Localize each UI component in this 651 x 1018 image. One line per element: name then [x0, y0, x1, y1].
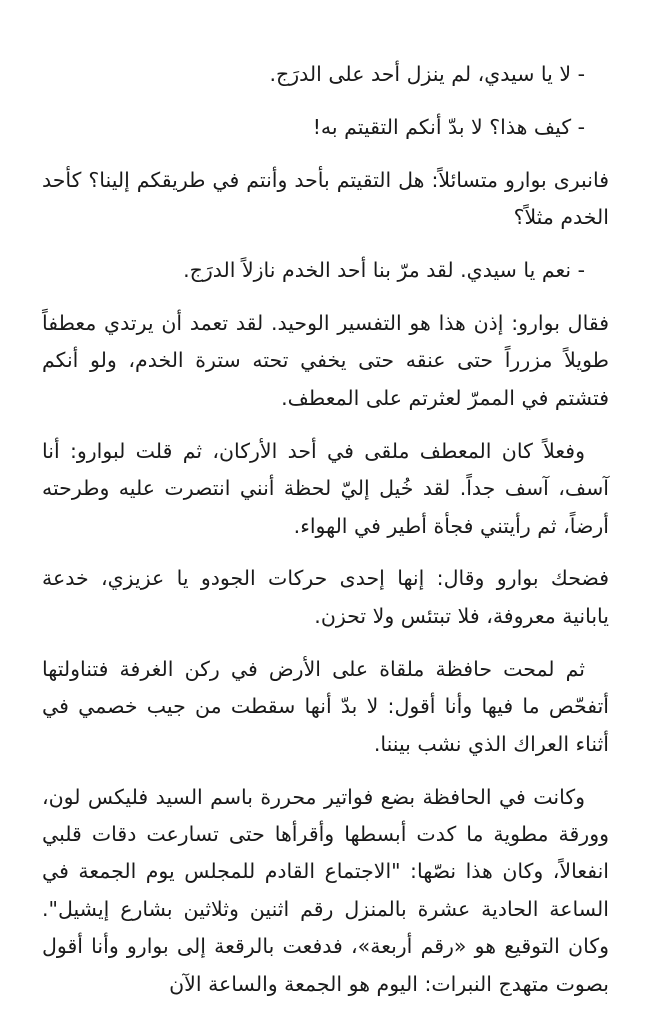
- book-page: [42, 56, 609, 1018]
- paragraph: وكانت في الحافظة بضع فواتير محررة باسم السيد فليكس لون، وورقة مطوية ما كدت أبسطها وأقرأها حتى تسارعت دقات قلبي انفعالاً، وكان هذا نصّها: "الاجتماع القادم للمجلس يوم الجمعة في الساعة الحادية عشرة بالمنزل رقم اثنين وثلاثين بشارع إيشيل". وكان التوقيع هو «رقم أربعة»، فدفعت بالرقعة إلى بوارو وأنا أقول بصوت متهدج النبرات: اليوم هو الجمعة والساعة الآن: [42, 784, 609, 996]
- paragraph: فضحك بوارو وقال: إنها إحدى حركات الجودو يا عزيزي، خدعة يابانية معروفة، فلا تبتئس ولا تحزن.: [42, 566, 609, 628]
- paragraph: فانبرى بوارو متسائلاً: هل التقيتم بأحد وأنتم في طريقكم إلينا؟ كأحد الخدم مثلاً؟: [42, 167, 609, 230]
- paragraph: فقال بوارو: إذن هذا هو التفسير الوحيد. لقد تعمد أن يرتدي معطفاً طويلاً مزرراً حتى عنقه حتى يخفي تحته سترة الخدم، ولو أنكم فتشتم في الممرّ لعثرتم على المعطف.: [42, 311, 609, 410]
- paragraph: - كيف هذا؟ لا بدّ أنكم التقيتم به!: [312, 114, 585, 139]
- paragraph: - نعم يا سيدي. لقد مرّ بنا أحد الخدم نازلاً الدرَج.: [183, 258, 585, 283]
- paragraph: وفعلاً كان المعطف ملقى في أحد الأركان، ثم قلت لبوارو: أنا آسف، آسف جداً. لقد خُيل إليّ لحظة أنني انتصرت عليه وطرحته أرضاً، ثم رأيتني فجأة أطير في الهواء.: [42, 438, 609, 538]
- paragraph: ثم لمحت حافظة ملقاة على الأرض في ركن الغرفة فتناولتها أتفحّص ما فيها وأنا أقول: لا بدّ أنها سقطت من جيب خصمي في أثناء العراك الذي نشب بيننا.: [42, 656, 609, 756]
- paragraph: - لا يا سيدي، لم ينزل أحد على الدرَج.: [269, 62, 585, 86]
